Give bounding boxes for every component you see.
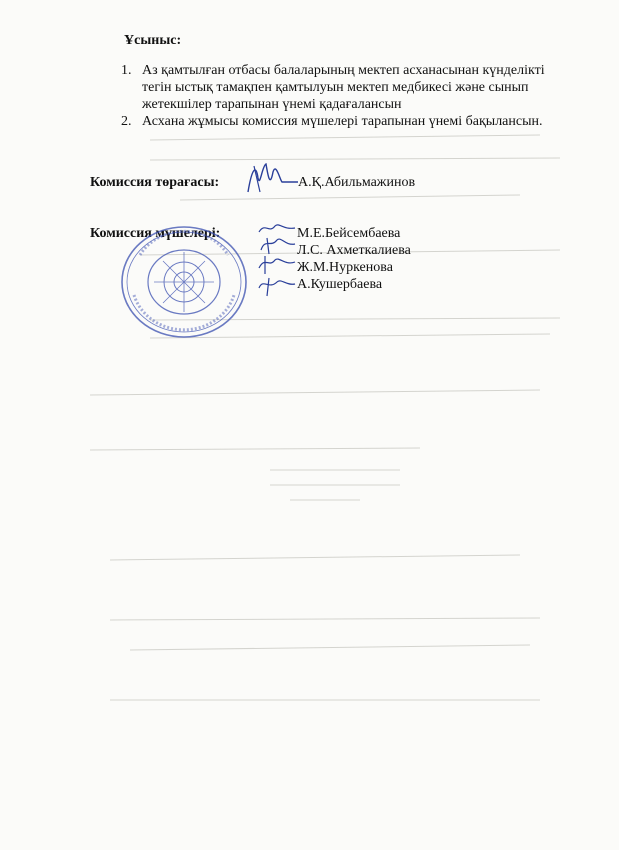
list-item-number: 1. <box>121 63 132 78</box>
chairman-signature <box>240 158 300 198</box>
proposal-list <box>121 62 566 130</box>
member-name: М.Е.Бейсембаева <box>297 226 401 241</box>
list-item-number: 2. <box>121 114 132 129</box>
official-seal-icon <box>120 225 248 340</box>
member-name: Ж.М.Нуркенова <box>297 260 393 275</box>
list-item <box>121 113 566 130</box>
member-name: Л.С. Ахметкалиева <box>297 243 411 258</box>
members-label: Комиссия мүшелері: <box>90 226 221 241</box>
chairman-name: А.Қ.Абильмажинов <box>298 175 416 190</box>
list-item-text: Асхана жұмысы комиссия мүшелері тарапынан үнемі бақылансын. <box>142 114 543 129</box>
chairman-label: Комиссия төрағасы: <box>90 175 220 190</box>
member-signatures <box>255 220 299 304</box>
list-item-text: Аз қамтылған отбасы балаларының мектеп асханасынан күнделікті тегін ыстық тамақпен қамтылуын мектеп медбикесі және сынып жетекшілер тарапынан үнемі қадағалансын <box>142 63 545 112</box>
list-item <box>121 62 566 113</box>
proposal-heading: Ұсыныс: <box>124 33 182 48</box>
member-name: А.Кушербаева <box>297 277 383 292</box>
